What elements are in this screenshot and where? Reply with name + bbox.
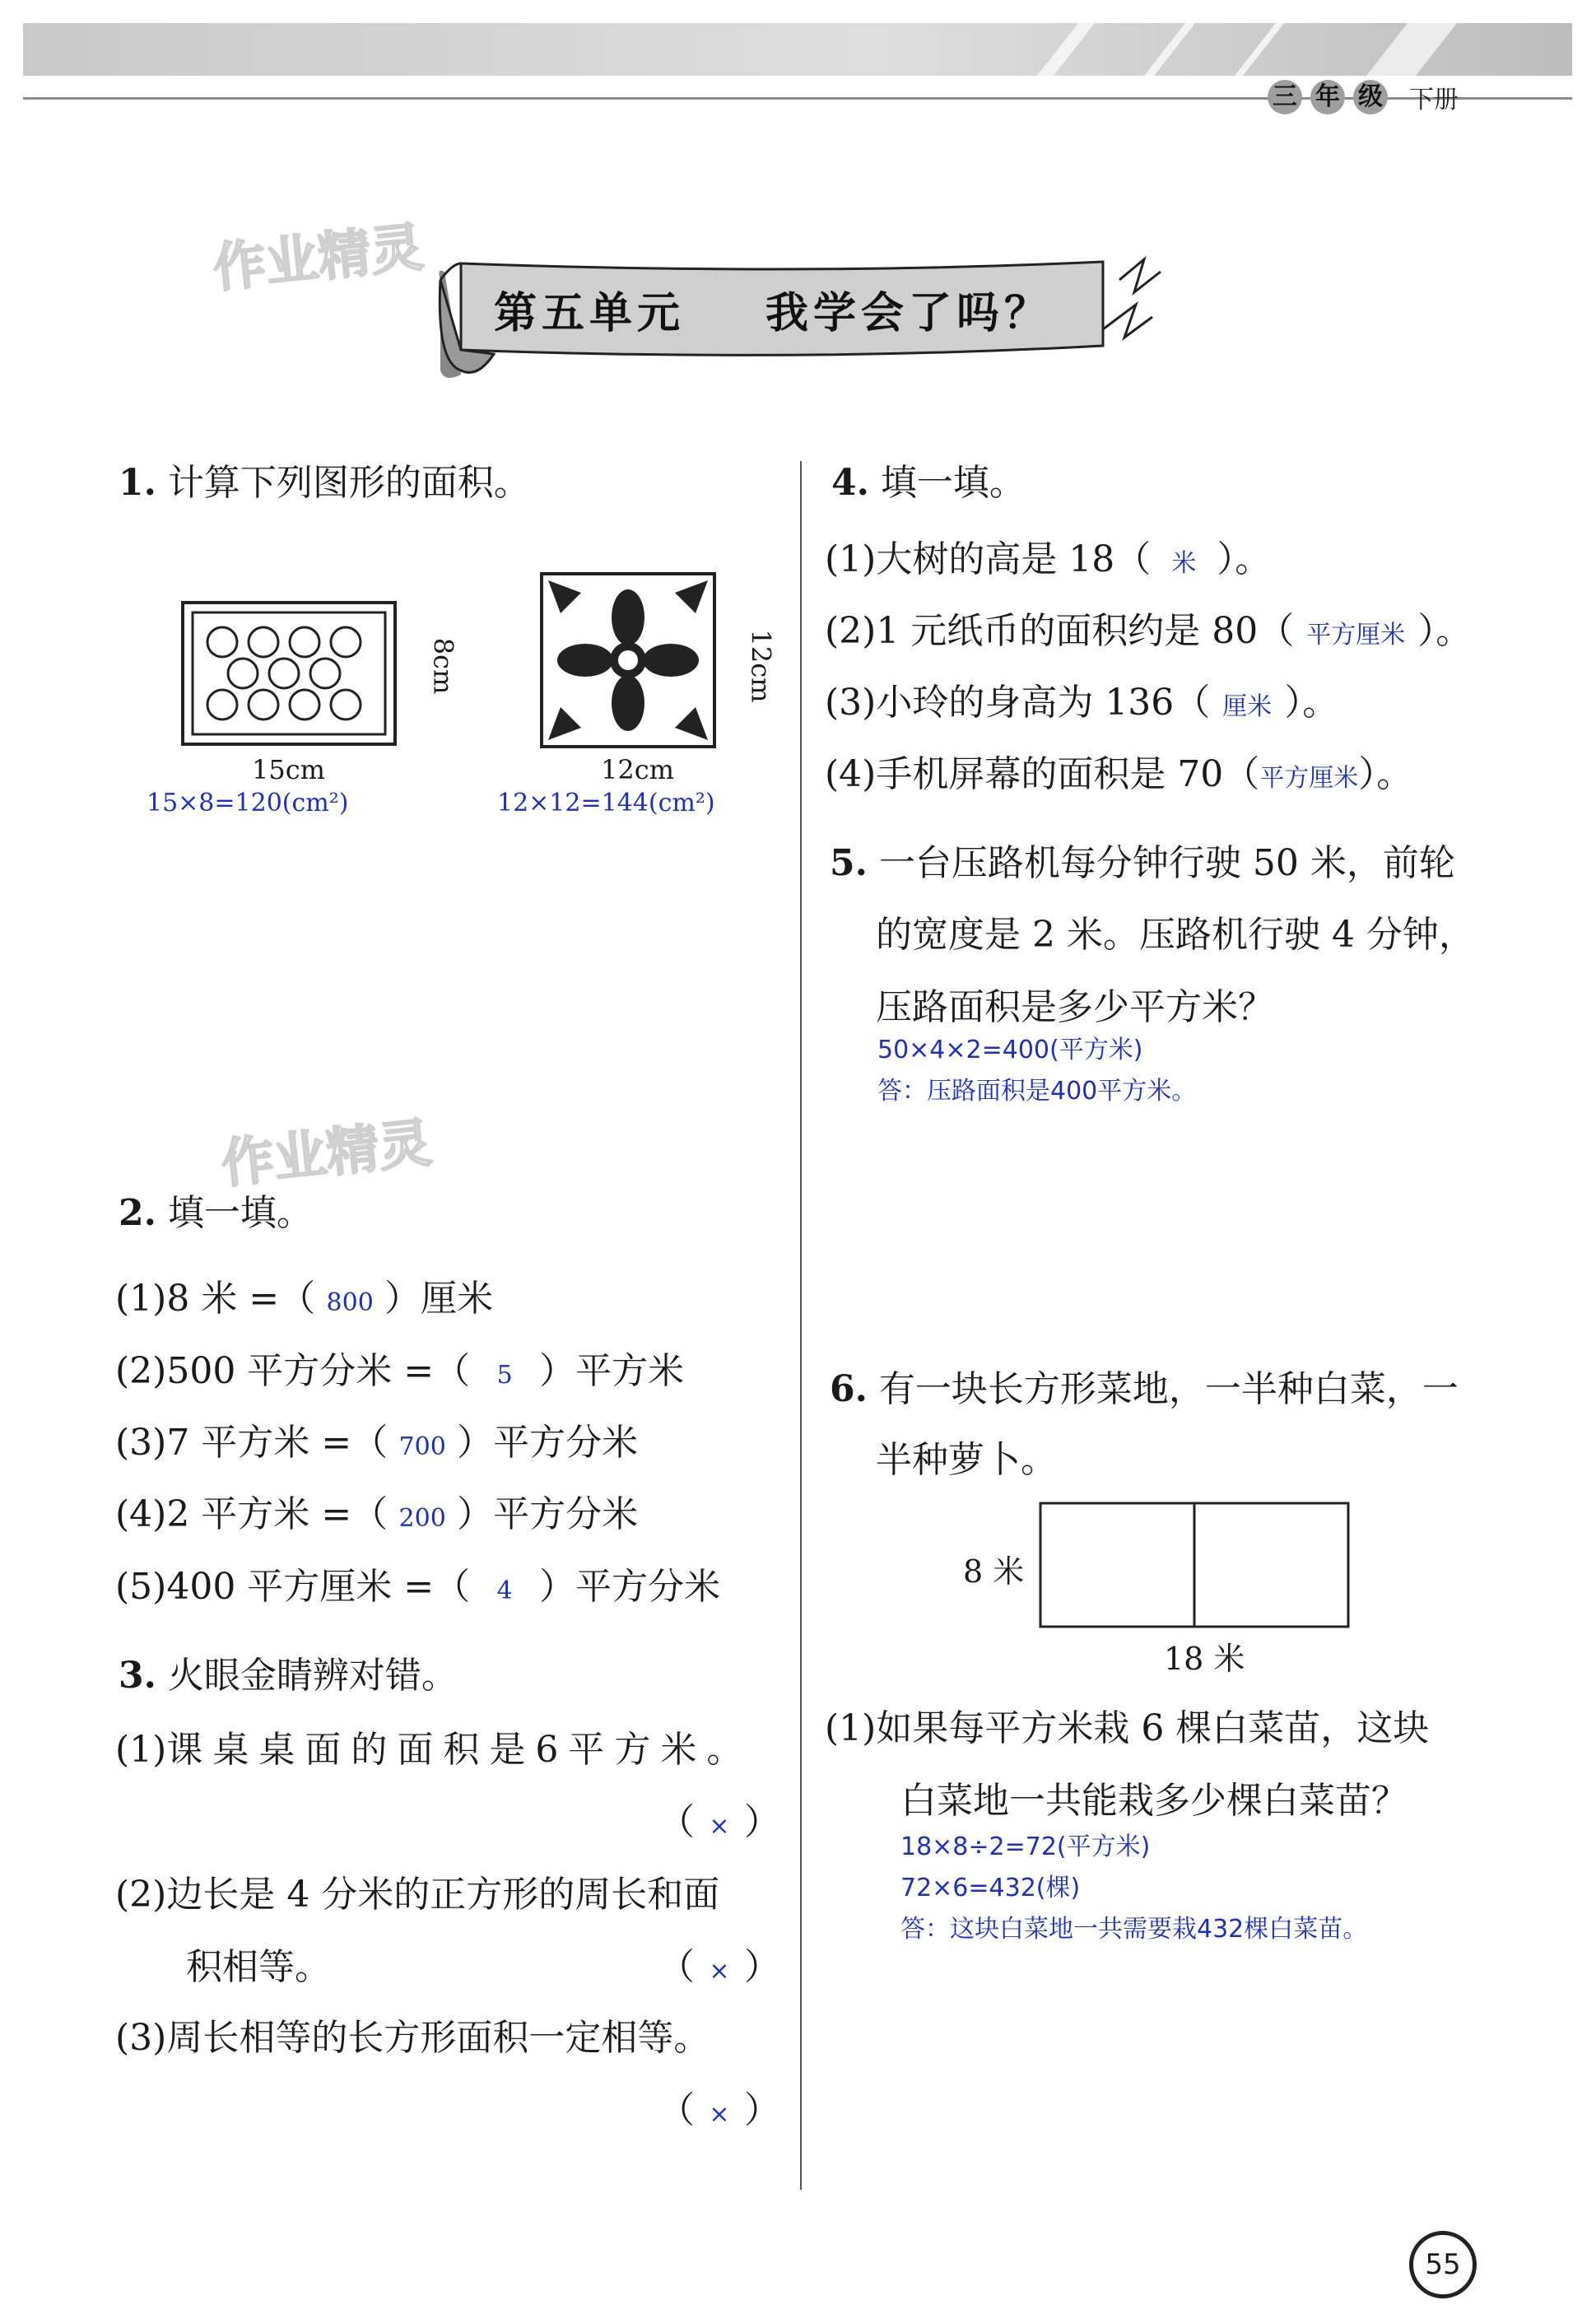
- q5-answer-formula: 50×4×2=400(平方米): [877, 1036, 1143, 1064]
- item-text: ）。: [1358, 753, 1413, 795]
- item-text: 500 平方分米 =（: [166, 1350, 471, 1392]
- q4-item: [825, 538, 1272, 580]
- q4-item: [825, 753, 1413, 795]
- item-index: (5): [115, 1566, 167, 1608]
- item-index: (1): [825, 1707, 877, 1749]
- fill-answer: 平方厘米: [1306, 621, 1406, 650]
- fill-answer: 厘米: [1222, 692, 1273, 721]
- item-text: 课桌桌面的面积是6平方米。: [166, 1729, 753, 1771]
- question-text: 一台压路机每分钟行驶 50 米，前轮: [878, 842, 1455, 884]
- question-number: 6.: [830, 1368, 868, 1410]
- q3-item: [115, 1874, 720, 1916]
- judge-answer: ×: [709, 1812, 730, 1841]
- question-number: 4.: [831, 462, 869, 504]
- q3-item-line2: 积相等。: [186, 1946, 331, 1988]
- grade-char: 级: [1353, 80, 1388, 114]
- q4-title: [831, 462, 1026, 504]
- column-divider: [800, 461, 802, 2190]
- q4-item: [825, 682, 1339, 724]
- watermark: 作业精灵: [210, 217, 426, 300]
- q5-line: [830, 842, 1455, 884]
- item-text: 手机屏幕的面积是 70（: [876, 753, 1260, 795]
- fill-answer: 米: [1171, 549, 1197, 578]
- item-text: 2 平方米 =（: [166, 1493, 389, 1535]
- grade-char: 三: [1268, 80, 1302, 114]
- banner-unit: 第五单元: [494, 289, 686, 338]
- q1-rect-height-label: 8cm: [427, 637, 459, 695]
- q3-judge: [658, 1801, 780, 1843]
- item-text: 8 米 =（: [166, 1278, 316, 1320]
- item-index: (3): [825, 682, 877, 724]
- q6-line: 半种萝卜。: [876, 1439, 1057, 1481]
- item-index: (4): [825, 753, 877, 795]
- q3-item: [115, 1729, 753, 1771]
- q4-item: [825, 610, 1473, 652]
- grade-label: [1268, 79, 1459, 115]
- q5-line: 压路面积是多少平方米？: [876, 986, 1274, 1028]
- fill-answer: 700: [398, 1432, 446, 1461]
- fill-answer: 4: [496, 1576, 513, 1605]
- judge-answer: ×: [709, 1957, 730, 1986]
- watermark: 作业精灵: [218, 1112, 435, 1196]
- question-number: 2.: [119, 1192, 156, 1234]
- item-text: ）平方分米: [539, 1566, 721, 1608]
- question-number: 5.: [830, 842, 868, 884]
- q1-square-answer: 12×12=144(cm²): [497, 789, 715, 817]
- fill-answer: 200: [398, 1504, 446, 1533]
- q1-rect-answer: 15×8=120(cm²): [147, 789, 349, 817]
- item-text: ）。: [1217, 538, 1272, 580]
- item-index: (4): [115, 1493, 167, 1535]
- item-index: (1): [115, 1278, 167, 1320]
- q2-item: [115, 1422, 639, 1464]
- q1-square-figure: [540, 572, 716, 748]
- q6-field-figure: [1039, 1502, 1350, 1628]
- q3-judge: [658, 2089, 780, 2131]
- banner-title: 我学会了吗？: [765, 289, 1053, 338]
- item-text: ）平方分米: [457, 1493, 639, 1535]
- fill-answer: 800: [326, 1288, 374, 1317]
- book-volume: 下册: [1409, 86, 1459, 114]
- q6-width-label: 18 米: [1164, 1641, 1245, 1677]
- q2-item: [115, 1278, 494, 1320]
- item-text: 7 平方米 =（: [166, 1422, 389, 1464]
- q2-item: [115, 1566, 721, 1608]
- q1-square-height-label: 12cm: [745, 629, 777, 703]
- judge-answer: ×: [709, 2100, 730, 2129]
- q6-height-label: 8 米: [963, 1553, 1025, 1590]
- paren-open: （: [658, 1801, 695, 1843]
- fill-answer: 5: [496, 1361, 513, 1390]
- item-text: 小玲的身高为 136（: [876, 682, 1211, 724]
- question-number: 1.: [119, 462, 156, 504]
- question-number: 3.: [119, 1655, 156, 1697]
- q5-answer-sentence: 答：压路面积是400平方米。: [877, 1077, 1197, 1106]
- item-index: (1): [115, 1729, 167, 1771]
- question-text: 填一填。: [167, 1192, 313, 1234]
- item-index: (3): [115, 1422, 167, 1464]
- paren-close: ）: [744, 2089, 780, 2131]
- item-text: ）厘米: [384, 1278, 494, 1320]
- item-index: (3): [115, 2017, 167, 2059]
- question-text: 火眼金睛辨对错。: [167, 1655, 458, 1697]
- q2-item: [115, 1493, 639, 1535]
- question-text: 有一块长方形菜地，一半种白菜，一: [878, 1368, 1459, 1410]
- item-index: (1): [825, 538, 877, 580]
- q1-rect-width-label: 15cm: [252, 754, 325, 785]
- q6-answer-line: 72×6=432(棵): [900, 1874, 1081, 1902]
- item-text: 1 元纸币的面积约是 80（: [876, 610, 1295, 652]
- q1-square-width-label: 12cm: [601, 754, 674, 785]
- item-text: 边长是 4 分米的正方形的周长和面: [166, 1874, 720, 1916]
- item-text: 周长相等的长方形面积一定相等。: [166, 2017, 710, 2059]
- item-text: ）。: [1417, 610, 1473, 652]
- q6-sub-question-line2: 白菜地一共能栽多少棵白菜苗？: [900, 1780, 1408, 1822]
- paren-close: ）: [744, 1801, 780, 1843]
- item-index: (2): [115, 1874, 167, 1916]
- fill-answer: 平方厘米: [1259, 764, 1359, 793]
- q2-title: [119, 1192, 313, 1234]
- question-text: 填一填。: [880, 462, 1026, 504]
- question-text: 计算下列图形的面积。: [167, 462, 530, 504]
- q6-sub-question: [825, 1707, 1430, 1749]
- q3-judge: [658, 1946, 780, 1988]
- grade-char: 年: [1310, 80, 1345, 114]
- paren-open: （: [658, 1946, 695, 1988]
- q1-rect-figure: [181, 601, 397, 746]
- q6-answer-line: 答：这块白菜地一共需要栽432棵白菜苗。: [900, 1915, 1368, 1944]
- q3-title: [119, 1655, 458, 1697]
- item-index: (2): [115, 1350, 167, 1392]
- q6-answer-line: 18×8÷2=72(平方米): [900, 1832, 1151, 1861]
- header-stripes: [988, 23, 1572, 76]
- q6-line: [830, 1368, 1459, 1410]
- q3-item: [115, 2017, 710, 2059]
- item-text: 如果每平方米栽 6 棵白菜苗，这块: [876, 1707, 1430, 1749]
- paren-open: （: [658, 2089, 695, 2131]
- item-text: ）平方米: [539, 1350, 685, 1392]
- page-number: 55: [1409, 2231, 1477, 2298]
- item-text: 大树的高是 18（: [876, 538, 1152, 580]
- item-text: 400 平方厘米 =（: [166, 1566, 471, 1608]
- q1-title: [119, 462, 530, 504]
- item-index: (2): [825, 610, 877, 652]
- q5-line: 的宽度是 2 米。压路机行驶 4 分钟，: [876, 914, 1475, 956]
- paren-close: ）: [744, 1946, 780, 1988]
- q2-item: [115, 1350, 685, 1392]
- item-text: ）平方分米: [457, 1422, 639, 1464]
- item-text: ）。: [1284, 682, 1339, 724]
